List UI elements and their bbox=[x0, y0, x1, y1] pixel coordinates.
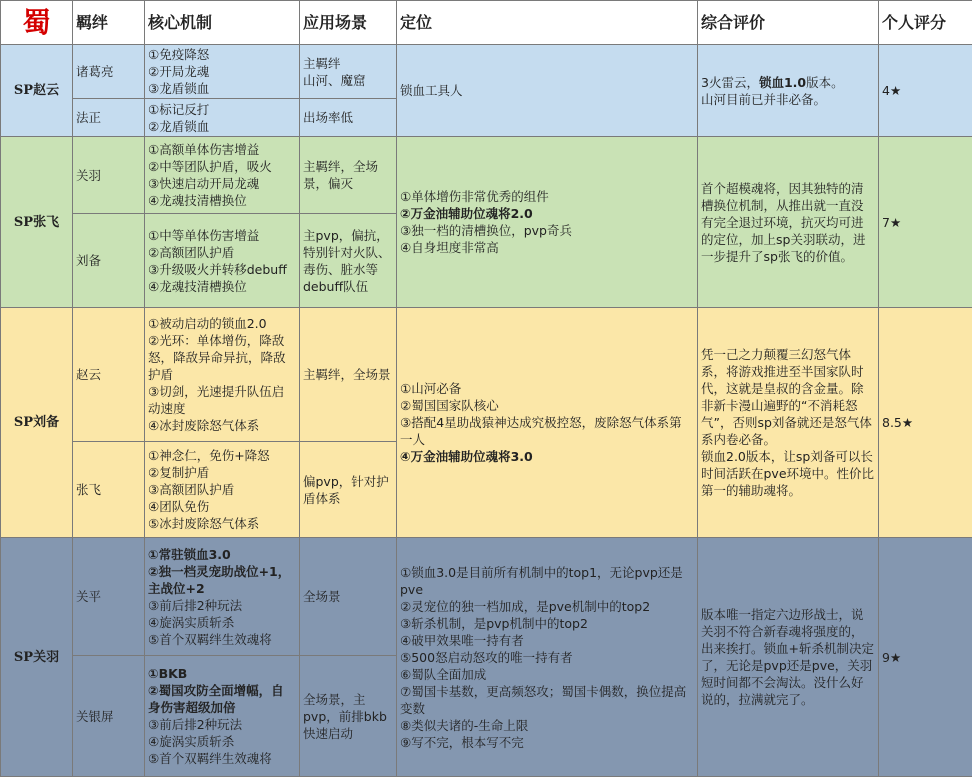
col-bond-header: 羁绊 bbox=[73, 1, 145, 45]
mech-line: ④团队免伤 bbox=[148, 499, 210, 514]
faction-shu-label: 蜀 bbox=[1, 1, 73, 45]
mech-line: ①标记反打 bbox=[148, 101, 210, 117]
mechanism-cell bbox=[145, 442, 300, 538]
mech-line: ①神念仁，免伤+降怒 bbox=[148, 448, 270, 463]
col-mechanism-header: 核心机制 bbox=[145, 1, 300, 45]
position-line: ⑦蜀国卡基数，更高频怒攻；蜀国卡偶数，换位提高变数 bbox=[400, 683, 687, 716]
position-cell bbox=[397, 45, 698, 137]
position-cell bbox=[397, 137, 698, 308]
mech-line: ④龙魂技清槽换位 bbox=[148, 193, 247, 208]
mechanism-cell bbox=[145, 308, 300, 442]
position-line: ⑧类似夫诸的-生命上限 bbox=[400, 717, 529, 733]
position-line: ①山河必备 bbox=[400, 381, 462, 396]
position-line: ①锁血3.0是目前所有机制中的top1，无论pvp还是pve bbox=[400, 564, 683, 597]
mech-line: ③前后排2种玩法 bbox=[148, 597, 243, 613]
mech-line: ②复制护盾 bbox=[148, 465, 210, 480]
mech-line: ⑤冰封废除怒气体系 bbox=[148, 516, 260, 531]
score-cell: 8.5★ bbox=[879, 308, 972, 538]
hero-name: SP刘备 bbox=[1, 308, 73, 538]
position-line: ③搭配4星助战猿神达成究极控怒，废除怒气体系第一人 bbox=[400, 415, 682, 447]
mech-line: ③前后排2种玩法 bbox=[148, 717, 243, 732]
scene-cell: 全场景 bbox=[300, 538, 397, 656]
mech-line: ②高额团队护盾 bbox=[148, 244, 235, 260]
score-cell: 4★ bbox=[879, 45, 972, 137]
mech-line: ⑤首个双羁绊生效魂将 bbox=[148, 631, 272, 647]
mech-line: ⑤首个双羁绊生效魂将 bbox=[148, 751, 272, 766]
position-line: ⑨写不完，根本写不完 bbox=[400, 734, 524, 750]
mechanism-cell bbox=[145, 137, 300, 214]
table-row bbox=[1, 137, 972, 214]
mech-line: ③高额团队护盾 bbox=[148, 482, 235, 497]
position-line: ④破甲效果唯一持有者 bbox=[400, 632, 524, 648]
eval-text: 3火雷云， bbox=[701, 74, 759, 90]
bond-name: 关羽 bbox=[73, 137, 145, 214]
bond-name: 关银屏 bbox=[73, 656, 145, 777]
mech-line: ①免疫降怒 bbox=[148, 47, 210, 62]
mech-line: ③切剑，光速提升队伍启动速度 bbox=[148, 384, 285, 416]
score-cell: 7★ bbox=[879, 137, 972, 308]
position-cell bbox=[397, 538, 698, 777]
mechanism-cell bbox=[145, 99, 300, 137]
mechanism-cell bbox=[145, 214, 300, 308]
eval-bold-text: 锁血1.0 bbox=[758, 74, 807, 90]
mech-line: ②光环：单体增伤，降敌怒，降敌异命异抗，降敌护盾 bbox=[148, 333, 286, 382]
scene-cell: 主羁绊 山河、魔窟 bbox=[300, 45, 397, 99]
position-line: 锁血工具人 bbox=[400, 83, 463, 98]
position-cell bbox=[397, 308, 698, 538]
hero-name: SP关羽 bbox=[1, 538, 73, 777]
score-cell: 9★ bbox=[879, 538, 972, 777]
eval-cell: 首个超模魂将，因其独特的清槽换位机制，从推出就一直没有完全退过环境，抗灭均可进的定位，加上sp关羽联动，进一步提升了sp张飞的价值。 bbox=[698, 137, 879, 308]
eval-cell bbox=[698, 45, 879, 137]
mechanism-cell bbox=[145, 45, 300, 99]
bond-name: 关平 bbox=[73, 538, 145, 656]
position-line: ③独一档的清槽换位，pvp奇兵 bbox=[400, 223, 572, 238]
scene-cell: 偏pvp，针对护盾体系 bbox=[300, 442, 397, 538]
table-row bbox=[1, 45, 972, 99]
position-line: ⑤500怒启动怒攻的唯一持有者 bbox=[400, 649, 573, 665]
mech-line: ①高额单体伤害增益 bbox=[148, 142, 260, 157]
position-line: ②灵宠位的独一档加成，是pve机制中的top2 bbox=[400, 598, 651, 614]
mech-line: ④冰封废除怒气体系 bbox=[148, 418, 260, 433]
hero-name: SP赵云 bbox=[1, 45, 73, 137]
mech-line: ①被动启动的锁血2.0 bbox=[148, 316, 267, 331]
position-line: ④自身坦度非常高 bbox=[400, 240, 499, 255]
table-row bbox=[1, 308, 972, 442]
mech-line: ③升级吸火并转移debuff bbox=[148, 261, 287, 277]
position-line: ③斩杀机制，是pvp机制中的top2 bbox=[400, 615, 588, 631]
hero-name: SP张飞 bbox=[1, 137, 73, 308]
mech-line: ④旋涡实质斩杀 bbox=[148, 734, 235, 749]
position-line: ⑥蜀队全面加成 bbox=[400, 666, 487, 682]
mech-line: ③快速启动开局龙魂 bbox=[148, 176, 260, 191]
eval-text: 版本。 山河目前已并非必备。 bbox=[701, 74, 844, 107]
position-line: ②蜀国国家队核心 bbox=[400, 398, 499, 413]
mech-line: ①BKB bbox=[148, 666, 188, 681]
col-score-header: 个人评分 bbox=[879, 1, 972, 45]
mech-line: ③龙盾锁血 bbox=[148, 81, 210, 96]
scene-cell: 全场景，主pvp，前排bkb快速启动 bbox=[300, 656, 397, 777]
eval-cell: 版本唯一指定六边形战士，说关羽不符合新春魂将强度的，出来挨打。锁血+斩杀机制决定了，无论是pvp还是pve，关羽短时间都不会淘汰。没什么好说的，拉满就完了。 bbox=[698, 538, 879, 777]
mech-line: ①常驻锁血3.0 bbox=[148, 546, 231, 562]
mech-line: ④旋涡实质斩杀 bbox=[148, 614, 235, 630]
position-line: ①单体增伤非常优秀的组件 bbox=[400, 189, 549, 204]
col-position-header: 定位 bbox=[397, 1, 698, 45]
col-scene-header: 应用场景 bbox=[300, 1, 397, 45]
scene-cell: 主pvp，偏抗，特别针对火队、毒伤、脏水等debuff队伍 bbox=[300, 214, 397, 308]
col-eval-header: 综合评价 bbox=[698, 1, 879, 45]
mech-line: ②开局龙魂 bbox=[148, 64, 210, 79]
mech-line: ④龙魂技清槽换位 bbox=[148, 278, 247, 294]
table-row bbox=[1, 538, 972, 656]
scene-cell: 出场率低 bbox=[300, 99, 397, 137]
mech-line: ②独一档灵宠助战位+1，主战位+2 bbox=[148, 563, 291, 596]
scene-cell: 主羁绊，全场景，偏灭 bbox=[300, 137, 397, 214]
mech-line: ①中等单体伤害增益 bbox=[148, 227, 260, 243]
scene-cell: 主羁绊，全场景 bbox=[300, 308, 397, 442]
mech-line: ②蜀国攻防全面增幅，自身伤害超级加倍 bbox=[148, 683, 284, 715]
position-line: ④万金油辅助位魂将3.0 bbox=[400, 449, 533, 464]
bond-name: 赵云 bbox=[73, 308, 145, 442]
bond-name: 张飞 bbox=[73, 442, 145, 538]
mechanism-cell bbox=[145, 656, 300, 777]
bond-name: 诸葛亮 bbox=[73, 45, 145, 99]
mech-line: ②中等团队护盾，吸火 bbox=[148, 159, 272, 174]
mechanism-cell bbox=[145, 538, 300, 656]
mech-line: ②龙盾锁血 bbox=[148, 118, 210, 134]
header-row bbox=[1, 1, 972, 45]
eval-cell: 凭一己之力颠覆三幻怒气体系，将游戏推进至半国家队时代，这就是皇叔的含金量。除非新卡漫山遍野的“不消耗怒气”，否则sp刘备就还是怒气体系内卷必备。 锁血2.0版本，让sp刘备可以长时间活跃在pve环境中。性价比第一的辅助魂将。 bbox=[698, 308, 879, 538]
position-line: ②万金油辅助位魂将2.0 bbox=[400, 206, 533, 221]
bond-name: 刘备 bbox=[73, 214, 145, 308]
bond-name: 法正 bbox=[73, 99, 145, 137]
